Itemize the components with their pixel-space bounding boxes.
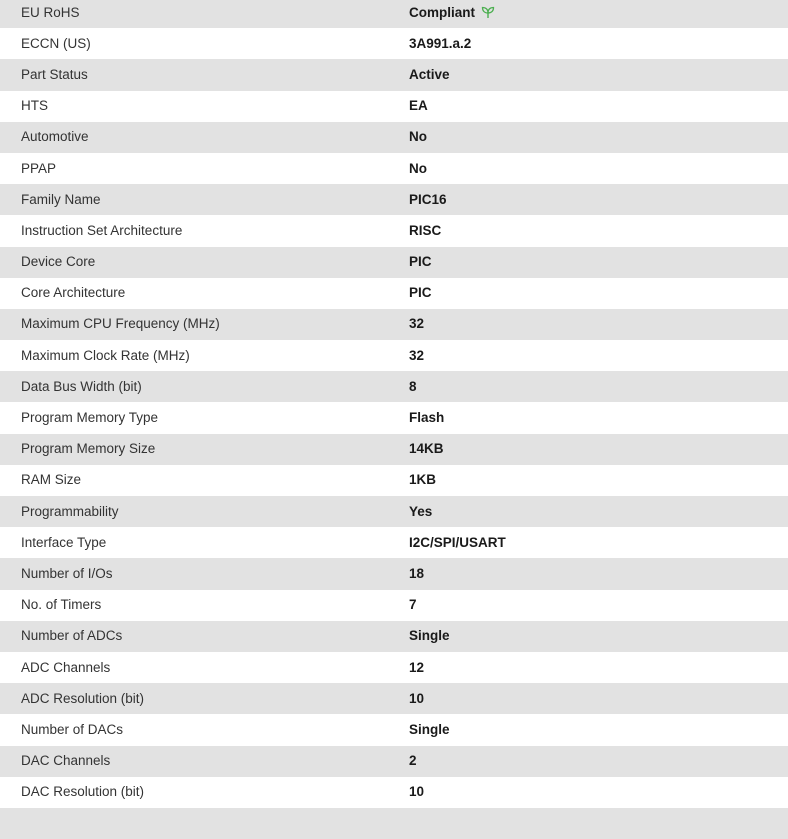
spec-value-cell (388, 777, 788, 808)
spec-value-cell (388, 91, 788, 122)
spec-value: 8 (409, 378, 417, 394)
spec-value: EA (409, 98, 428, 114)
spec-label: EU RoHS (21, 4, 80, 20)
spec-value-cell (388, 371, 788, 402)
spec-value: 3A991.a.2 (409, 35, 472, 51)
spec-value-cell (388, 496, 788, 527)
spec-value: 7 (409, 597, 417, 613)
spec-label: HTS (21, 98, 48, 114)
spec-label: Data Bus Width (bit) (21, 378, 142, 394)
spec-value-cell (388, 215, 788, 246)
spec-label: Program Memory Size (21, 441, 156, 457)
spec-value-cell (388, 402, 788, 433)
spec-label: Device Core (21, 254, 96, 270)
spec-value: PIC (409, 285, 432, 301)
spec-label: ECCN (US) (21, 35, 91, 51)
spec-value: 32 (409, 316, 425, 332)
spec-row (0, 777, 788, 808)
spec-value-cell (388, 434, 788, 465)
spec-row (0, 309, 788, 340)
spec-value-cell (388, 652, 788, 683)
spec-value: 2 (409, 753, 417, 769)
spec-value: Yes (409, 503, 433, 519)
spec-value-cell (388, 621, 788, 652)
spec-value: PIC16 (409, 191, 447, 207)
spec-label: DAC Channels (21, 753, 111, 769)
spec-label: Instruction Set Architecture (21, 222, 183, 238)
spec-label: Number of DACs (21, 721, 124, 737)
spec-label: Family Name (21, 191, 101, 207)
spec-row (0, 746, 788, 777)
spec-value: I2C/SPI/USART (409, 534, 506, 550)
spec-row (0, 122, 788, 153)
spec-label: Programmability (21, 503, 119, 519)
spec-value-cell (388, 714, 788, 745)
spec-value: RISC (409, 222, 442, 238)
spec-value-cell (388, 28, 788, 59)
spec-value-cell (388, 153, 788, 184)
spec-row (0, 652, 788, 683)
spec-row (0, 215, 788, 246)
spec-value-cell (388, 278, 788, 309)
spec-label: Number of ADCs (21, 628, 123, 644)
spec-row (0, 184, 788, 215)
spec-row (0, 402, 788, 433)
spec-value: No (409, 160, 427, 176)
spec-row (0, 59, 788, 90)
spec-row (0, 558, 788, 589)
spec-value-cell (388, 184, 788, 215)
spec-row (0, 28, 788, 59)
spec-value-cell (388, 683, 788, 714)
spec-label: ADC Resolution (bit) (21, 690, 145, 706)
spec-label: ADC Channels (21, 659, 111, 675)
spec-label: DAC Resolution (bit) (21, 784, 145, 800)
spec-row (0, 0, 788, 28)
spec-value-cell (388, 247, 788, 278)
spec-value: No (409, 129, 427, 145)
spec-value-cell (388, 746, 788, 777)
spec-label: PPAP (21, 160, 57, 176)
spec-row (0, 340, 788, 371)
spec-label: Part Status (21, 66, 88, 82)
spec-value-cell (388, 558, 788, 589)
spec-value-cell (388, 527, 788, 558)
spec-value: PIC (409, 254, 432, 270)
spec-row (0, 714, 788, 745)
spec-label: Number of I/Os (21, 565, 113, 581)
spec-label: Core Architecture (21, 285, 126, 301)
spec-row (0, 621, 788, 652)
leaf-icon (481, 6, 495, 19)
spec-label: No. of Timers (21, 597, 102, 613)
spec-row (0, 247, 788, 278)
spec-value-cell (388, 808, 788, 839)
spec-value: 14KB (409, 441, 444, 457)
spec-value: 10 (409, 784, 425, 800)
spec-value: Compliant (409, 4, 475, 20)
spec-value-cell (388, 309, 788, 340)
spec-label: Interface Type (21, 534, 107, 550)
spec-value: 18 (409, 565, 425, 581)
spec-value: Single (409, 721, 450, 737)
spec-value: 12 (409, 659, 425, 675)
spec-label: Maximum Clock Rate (MHz) (21, 347, 190, 363)
spec-label: Maximum CPU Frequency (MHz) (21, 316, 220, 332)
spec-value: 10 (409, 690, 425, 706)
spec-value: 1KB (409, 472, 437, 488)
spec-row (0, 465, 788, 496)
spec-row (0, 278, 788, 309)
spec-row (0, 683, 788, 714)
spec-value: 32 (409, 347, 425, 363)
spec-value-cell (388, 590, 788, 621)
spec-row (0, 496, 788, 527)
spec-row (0, 808, 788, 839)
spec-label (0, 808, 388, 839)
spec-value-cell (388, 340, 788, 371)
spec-row (0, 590, 788, 621)
spec-label: Automotive (21, 129, 89, 145)
spec-value-cell (388, 0, 788, 28)
spec-value: Flash (409, 410, 445, 426)
spec-value: Single (409, 628, 450, 644)
spec-value: Active (409, 66, 450, 82)
spec-label: RAM Size (21, 472, 82, 488)
spec-row (0, 527, 788, 558)
spec-label: Program Memory Type (21, 410, 159, 426)
spec-value-cell (388, 59, 788, 90)
spec-value-cell (388, 465, 788, 496)
spec-row (0, 434, 788, 465)
spec-value-cell (388, 122, 788, 153)
spec-row (0, 153, 788, 184)
spec-row (0, 371, 788, 402)
spec-row (0, 91, 788, 122)
